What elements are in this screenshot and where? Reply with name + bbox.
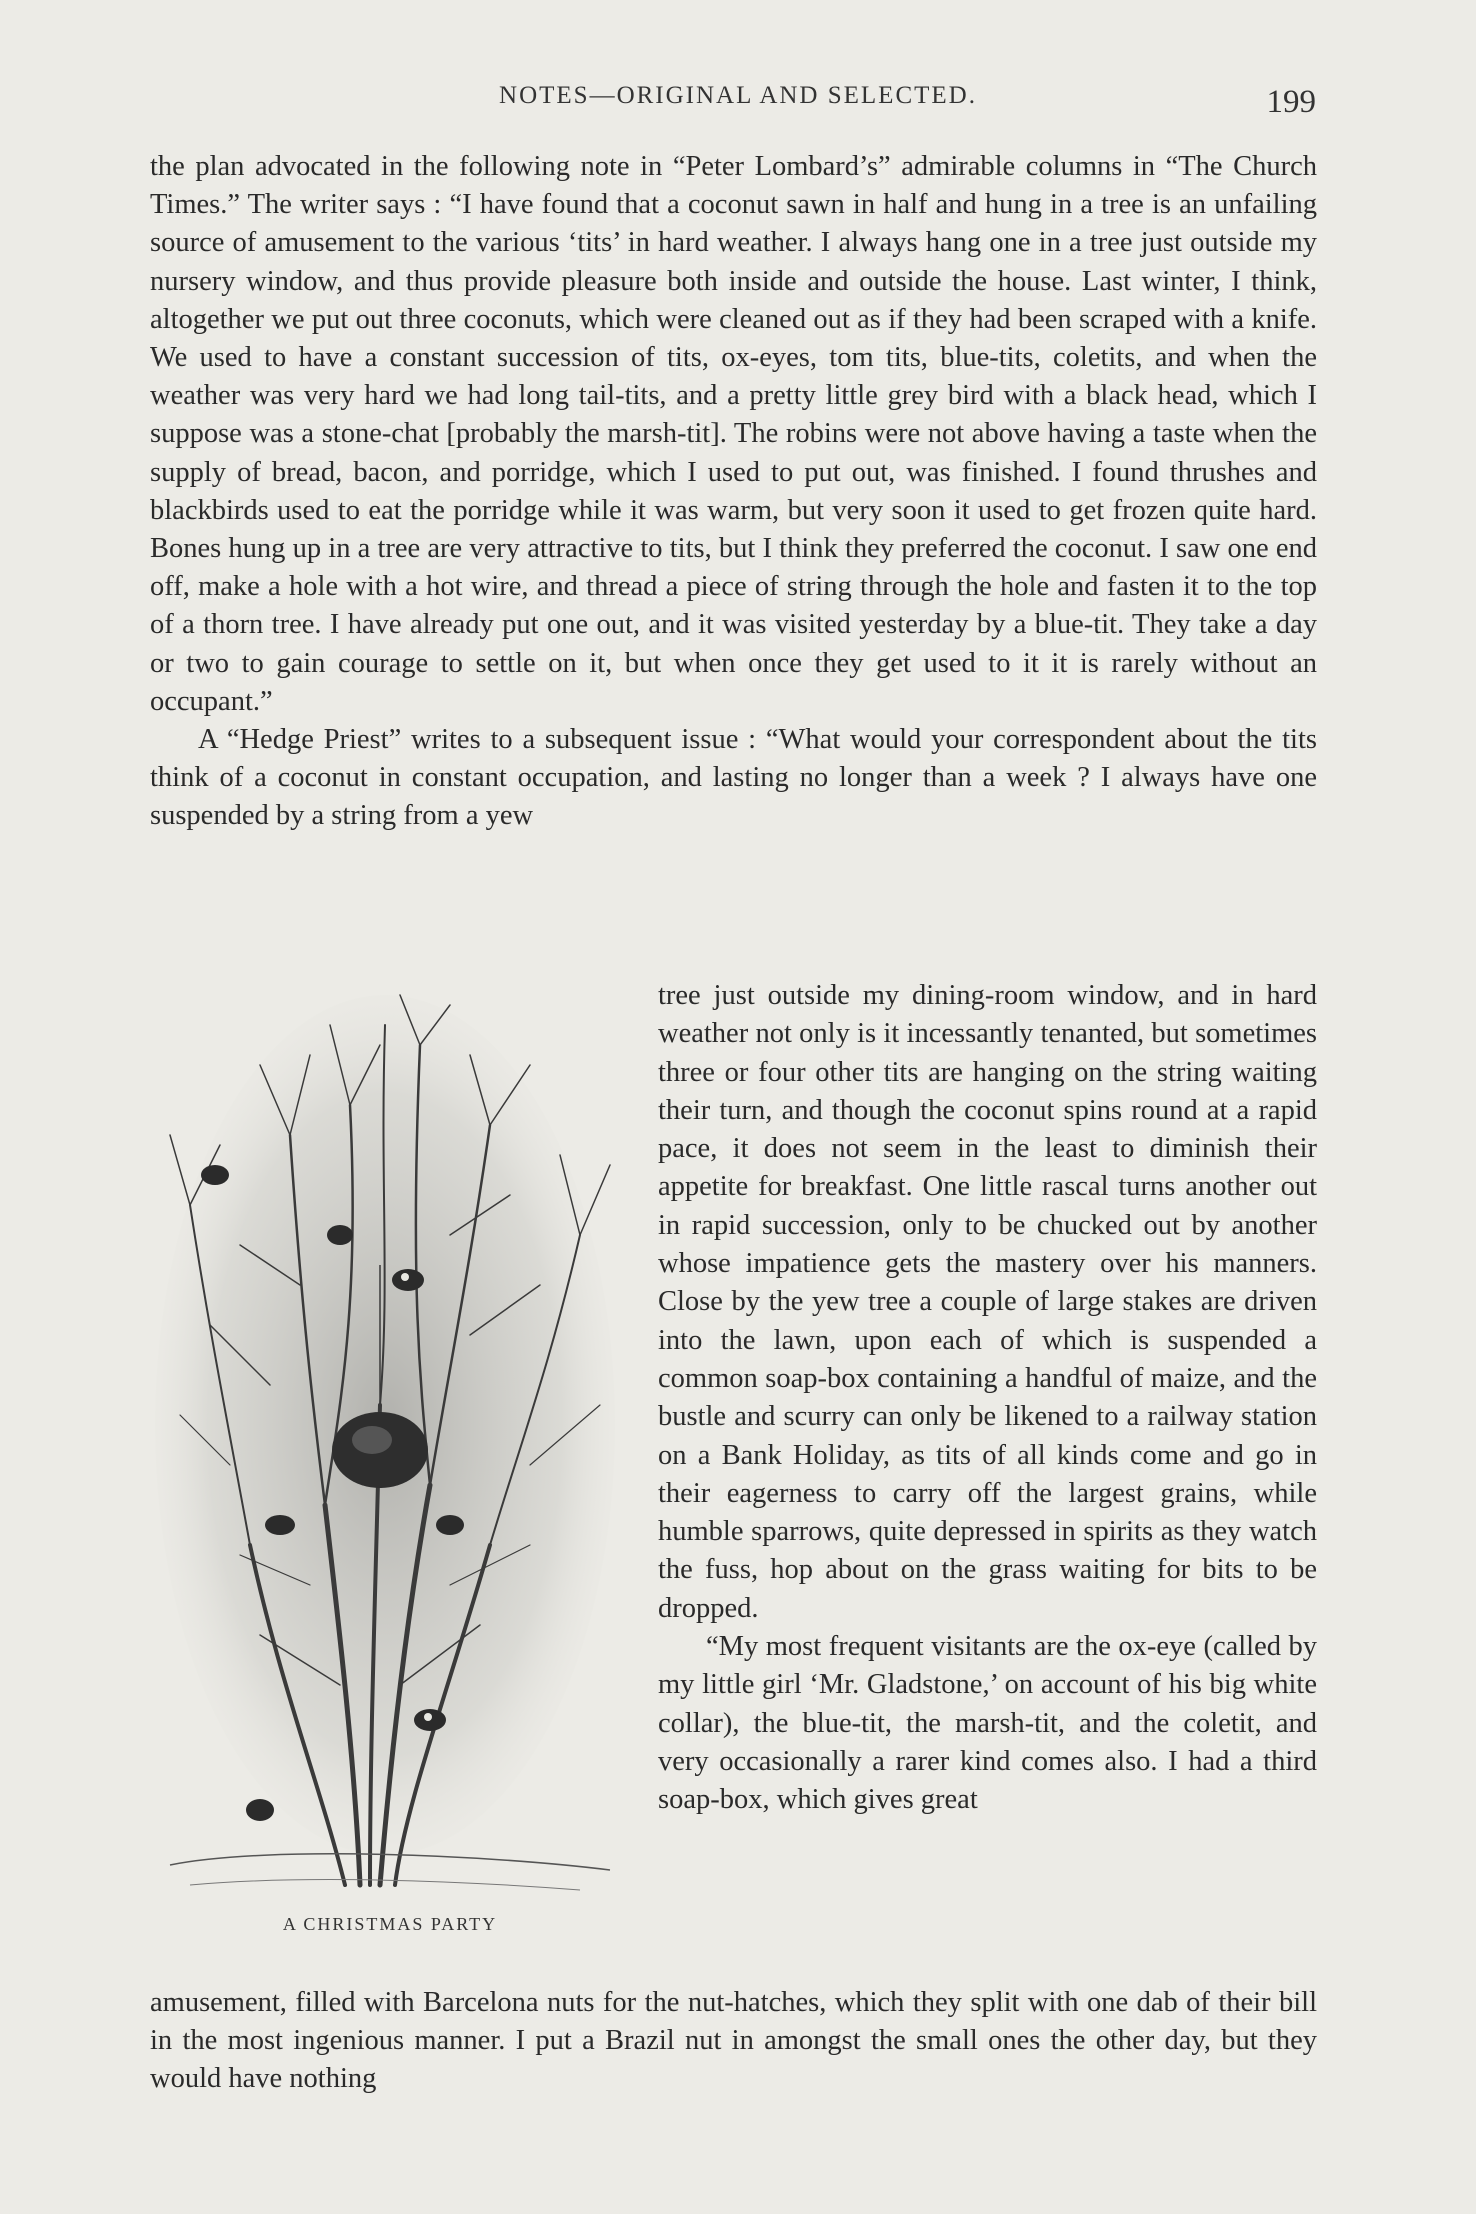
running-head: NOTES—ORIGINAL AND SELECTED. (499, 82, 977, 109)
figure-caption: A CHRISTMAS PARTY (282, 1914, 498, 1934)
body-text-bottom (150, 1984, 1317, 2099)
paragraph-1: the plan advocated in the following note in “Peter Lombard’s” admirable columns in “The Church Times.” The writer says : “I have found that a coconut sawn in half and hung in a tree is an unfailing source of amusement to the various ‘tits’ in hard weather. I always hang one in a tree just outside my nursery window, and thus provide pleasure both inside and outside the house. Last winter, I think, altogether we put out three coconuts, which were cleaned out as if they had been scraped with a knife. We used to have a constant succession of tits, ox-eyes, tom tits, blue-tits, coletits, and when the weather was very hard we had long tail-tits, and a pretty little grey bird with a black head, which I suppose was a stone-chat [probably the marsh-tit]. The robins were not above having a taste when the supply of bread, bacon, and porridge, which I used to put out, was finished. I found thrushes and blackbirds used to eat the porridge while it was warm, but very soon it used to get frozen quite hard. Bones hung up in a tree are very attractive to tits, but I think they preferred the coconut. I saw one end off, make a hole with a hot wire, and thread a piece of string through the hole and fasten it to the top of a thorn tree. I have already put one out, and it was visited yesterday by a blue-tit. They take a day or two to gain courage to settle on it, but when once they get used to it it is rarely without an occupant.” (150, 151, 1317, 717)
paragraph-3-continued: amusement, filled with Barcelona nuts for the nut-hatches, which they split with one dab of their bill in the most ingenious manner. I put a Brazil nut in amongst the small ones the other day, but they would have nothing (150, 1987, 1317, 2095)
paragraph-2-lead: A “Hedge Priest” writes to a subsequent issue : “What would your correspondent about the tits think of a coconut in constant occupation, and lasting no longer than a week ? I always have one suspended by a string from a yew (150, 724, 1317, 832)
bush-engraving-icon (150, 985, 630, 1915)
paragraph-3-column: “My most frequent visitants are the ox-eye (called by my little girl ‘Mr. Gladstone,’ on account of his big white collar), the blue-tit, the marsh-tit, and the coletit, and very occasionally a rarer kind comes also. I had a third soap-box, which gives great (658, 1631, 1317, 1816)
christmas-party-illustration (150, 985, 630, 1915)
body-text-right-column (658, 977, 1317, 1820)
paragraph-2-column: tree just outside my dining-room window, and in hard weather not only is it incessantly tenanted, but sometimes three or four other tits are hanging on the string waiting their turn, and though the coconut spins round at a rapid pace, it does not seem in the least to diminish their appetite for breakfast. One little rascal turns another out in rapid succession, only to be chucked out by another whose impatience gets the mastery over his manners. Close by the yew tree a couple of large stakes are driven into the lawn, upon each of which is suspended a common soap-box containing a handful of maize, and the bustle and scurry can only be likened to a railway station on a Bank Holiday, as tits of all kinds come and go in their eagerness to carry off the largest grains, while humble sparrows, quite depressed in spirits as they watch the fuss, hop about on the grass waiting for bits to be dropped. (658, 980, 1317, 1624)
page-number: 199 (1266, 84, 1316, 120)
body-text-full-width (150, 148, 1317, 836)
